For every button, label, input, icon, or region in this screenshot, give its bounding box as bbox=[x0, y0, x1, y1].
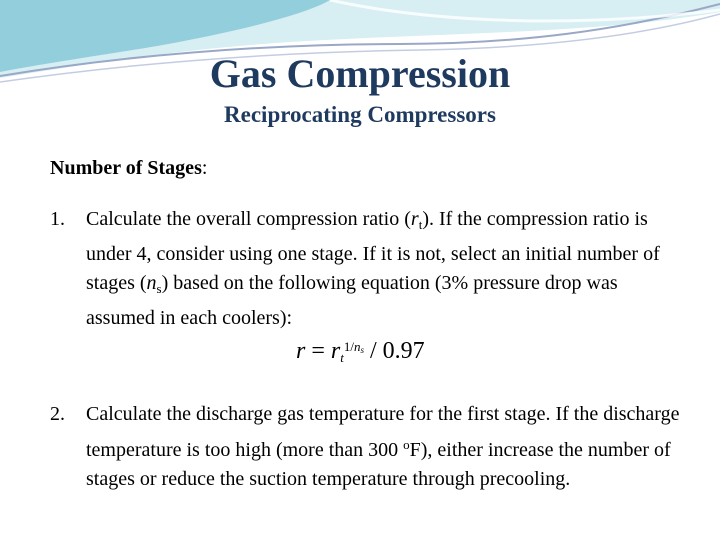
degree-symbol: o bbox=[403, 436, 410, 452]
var-n: n bbox=[146, 272, 157, 294]
step-number: 2. bbox=[50, 403, 65, 425]
step-text-part: ) based on the following equation (3% pressure drop was assumed in each coolers): bbox=[86, 272, 618, 329]
step-2 bbox=[50, 400, 690, 495]
exponent-numerator: 1/ bbox=[343, 339, 354, 354]
step-text-part: Calculate the overall compression ratio ( bbox=[86, 208, 411, 230]
step-text bbox=[86, 205, 690, 333]
sub-s: s bbox=[156, 281, 162, 296]
step-text-part: Calculate the discharge gas temperature for the first stage. If the discharge temperature is too high (more than 300 bbox=[86, 403, 680, 461]
exponent-sub: s bbox=[360, 345, 364, 355]
equation-exponent bbox=[344, 339, 364, 354]
section-heading-colon: : bbox=[201, 157, 208, 179]
slide-subtitle: Reciprocating Compressors bbox=[224, 102, 496, 127]
section-heading bbox=[50, 157, 207, 180]
exponent-var: n bbox=[353, 339, 361, 354]
stage-equation bbox=[296, 338, 425, 366]
equation-rhs: / 0.97 bbox=[370, 338, 425, 364]
step-text-part: F), either increase the number of stages or reduce the suction temperature through precooling. bbox=[86, 438, 671, 490]
var-r: r bbox=[410, 208, 419, 230]
equation-base: r bbox=[330, 338, 341, 364]
sub-t: t bbox=[418, 217, 423, 232]
equation-base-sub: t bbox=[340, 350, 344, 365]
step-number: 1. bbox=[50, 208, 65, 230]
step-text bbox=[86, 400, 690, 495]
section-heading-label: Number of Stages bbox=[50, 157, 202, 179]
equation-lhs: r bbox=[296, 338, 306, 364]
equation-equals: = bbox=[311, 338, 325, 364]
step-1 bbox=[50, 205, 690, 333]
step-text-part: ). If the compression ratio is under 4, consider using one stage. If it is not, select an initial number of stages ( bbox=[86, 208, 660, 294]
slide-title: Gas Compression bbox=[209, 51, 511, 96]
